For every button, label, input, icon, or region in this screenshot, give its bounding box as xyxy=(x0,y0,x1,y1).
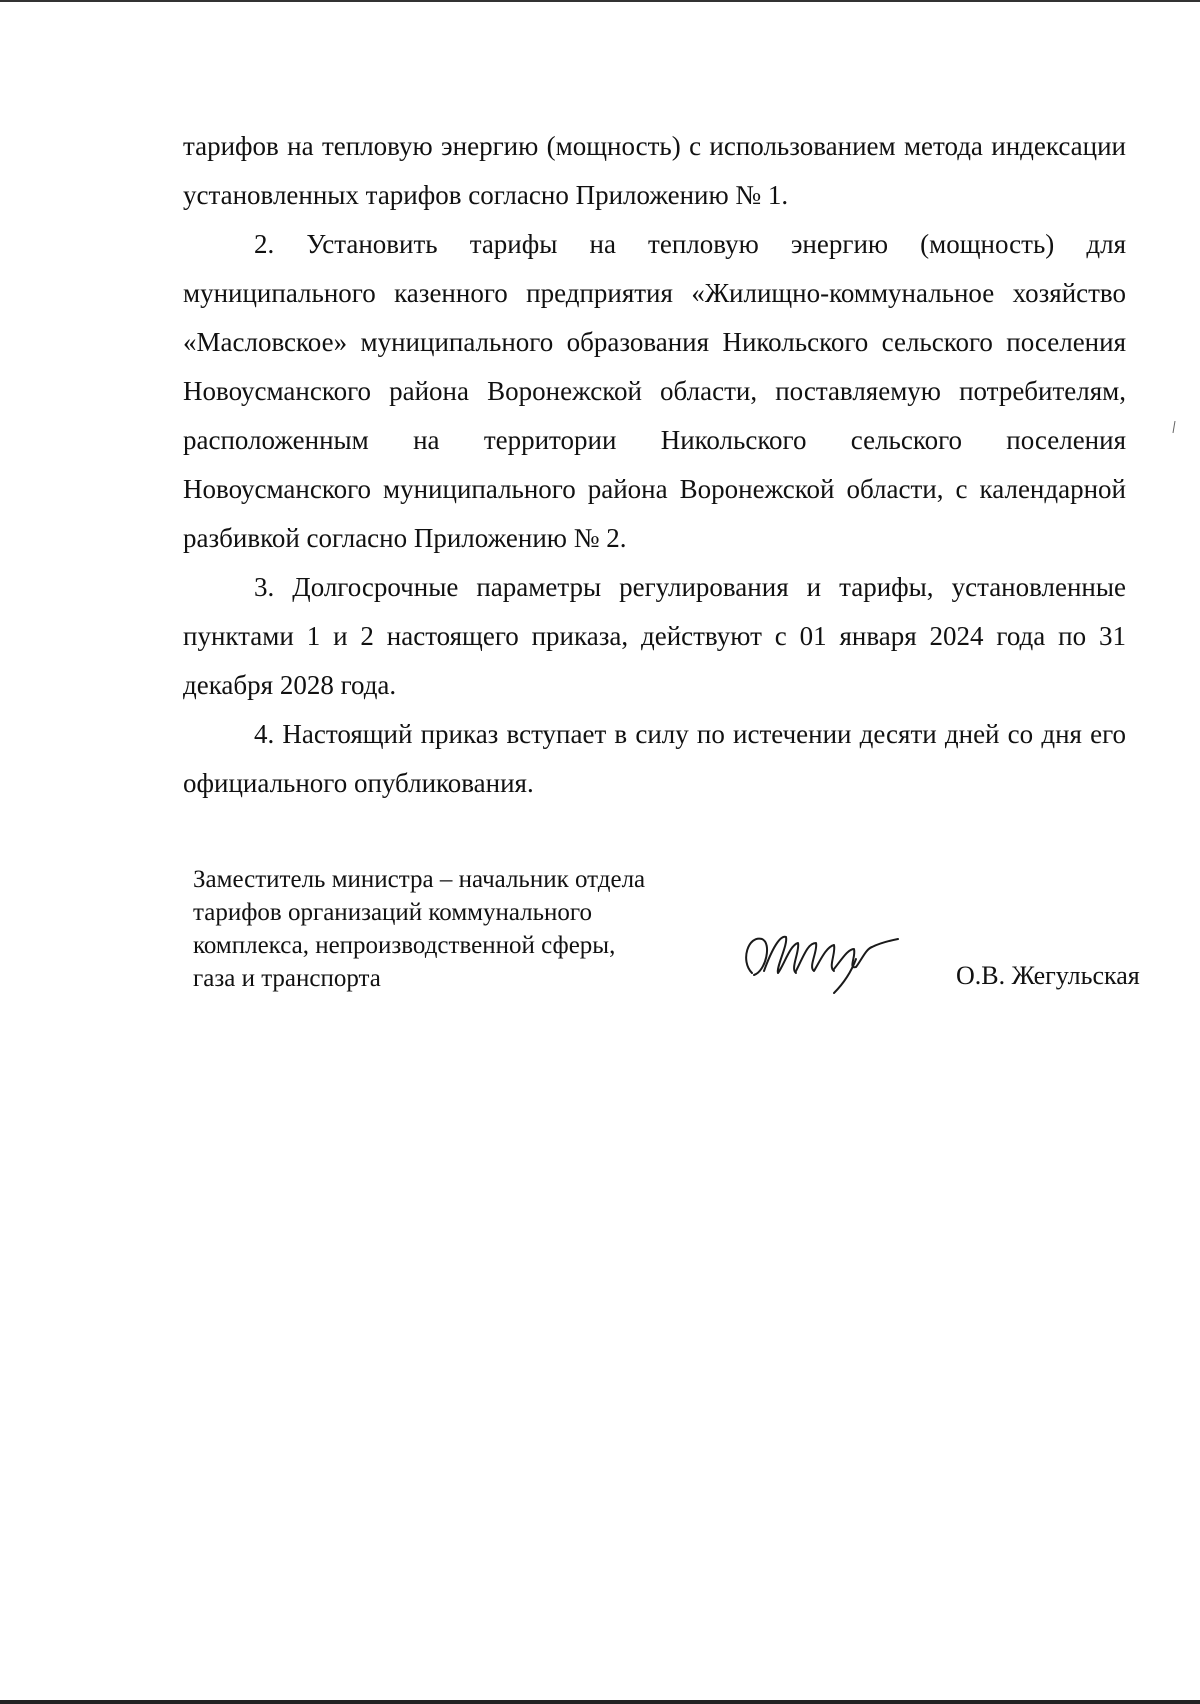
signatory-position-line: газа и транспорта xyxy=(193,965,381,992)
paragraph-item-3: 3. Долгосрочные параметры регулирования и тарифы, установленные пунктами 1 и 2 настоящего приказа, действуют с 01 января 2024 года по 31 декабря 2028 года. xyxy=(183,572,1126,700)
signatory-position xyxy=(193,863,713,995)
paragraph-item-4: 4. Настоящий приказ вступает в силу по истечении десяти дней со дня его официального опубликования. xyxy=(183,719,1126,798)
signatory-position-line: тарифов организаций коммунального xyxy=(193,899,593,926)
scan-edge-top xyxy=(0,0,1200,2)
signatory-position-line: Заместитель министра – начальник отдела xyxy=(193,866,646,893)
signatory-name: О.В. Жегульская xyxy=(956,961,1140,990)
signatory-position-line: комплекса, непроизводственной сферы, xyxy=(193,932,616,959)
scan-edge-bottom xyxy=(0,1700,1200,1704)
paragraph-continuation: тарифов на тепловую энергию (мощность) с использованием метода индексации установленных тарифов согласно Приложению № 1. xyxy=(183,131,1126,210)
scan-speck xyxy=(1172,420,1176,432)
handwritten-signature xyxy=(738,915,908,995)
document-body xyxy=(183,122,1126,808)
paragraph-item-2: 2. Установить тарифы на тепловую энергию (мощность) для муниципального казенного предприятия «Жилищно-коммунальное хозяйство «Масловское» муниципального образования Никольского сельского поселения Новоусманского района Воронежской области, поставляемую потребителям, расположенным на территории Никольского сельского поселения Новоусманского муниципального района Воронежской области, с календарной разбивкой согласно Приложению № 2. xyxy=(183,229,1126,553)
